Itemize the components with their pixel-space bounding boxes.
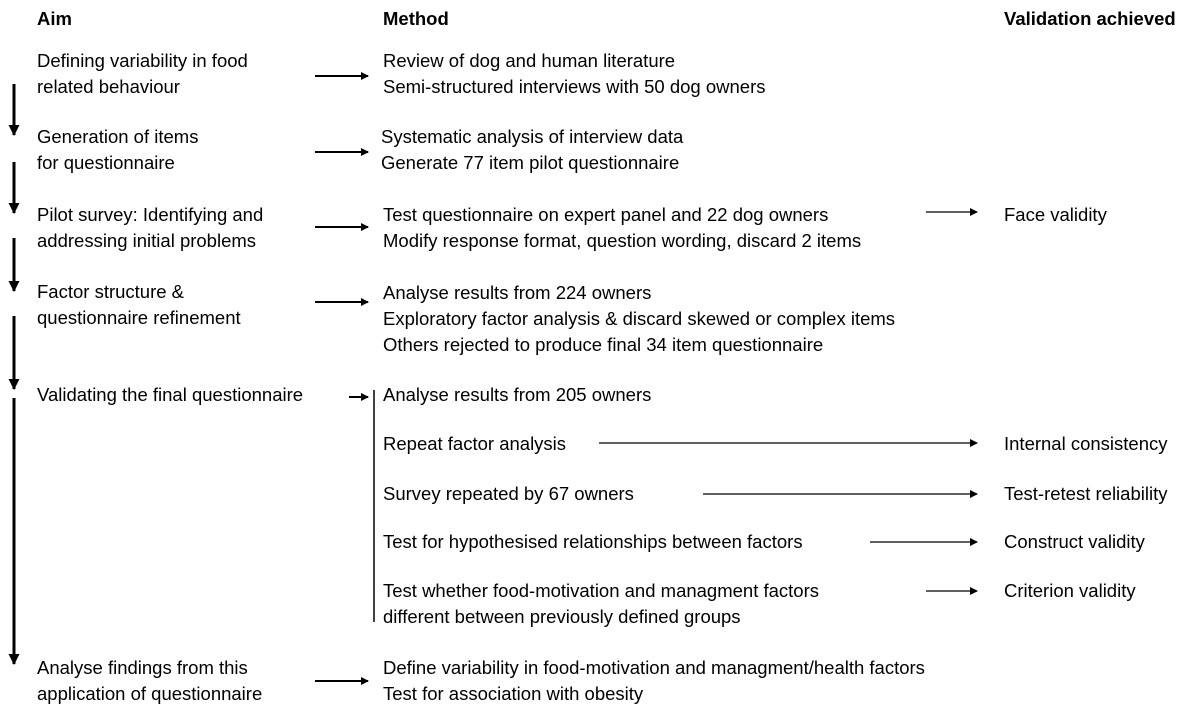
- aim-text: addressing initial problems: [37, 230, 257, 251]
- aim-text: Analyse findings from this: [37, 657, 248, 678]
- method-text: Modify response format, question wording, discard 2 items: [383, 230, 862, 251]
- method-stage-5: Analyse results from 205 owners: [383, 384, 652, 405]
- method-text: Exploratory factor analysis & discard skewed or complex items: [383, 308, 896, 329]
- aim-text: for questionnaire: [37, 152, 175, 173]
- aim-text: questionnaire refinement: [37, 307, 241, 328]
- method-column-header: Method: [383, 8, 449, 29]
- method-text: different between previously defined groups: [383, 606, 741, 627]
- aim-stage-5: Validating the final questionnaire: [37, 384, 304, 405]
- validation-column-header: Validation achieved: [1004, 8, 1176, 29]
- validation-step-result: Test-retest reliability: [1004, 483, 1168, 504]
- validation-step-result: Internal consistency: [1004, 433, 1168, 454]
- aim-text: Defining variability in food: [37, 50, 248, 71]
- aim-text: related behaviour: [37, 76, 180, 97]
- face-validity-label: Face validity: [1004, 204, 1107, 225]
- aim-text: application of questionnaire: [37, 683, 263, 704]
- aim-text: Pilot survey: Identifying and: [37, 204, 264, 225]
- validation-step-result: Criterion validity: [1004, 580, 1136, 601]
- method-text: Test questionnaire on expert panel and 22 dog owners: [383, 204, 829, 225]
- method-text: Define variability in food-motivation and managment/health factors: [383, 657, 925, 678]
- validation-step-method: Repeat factor analysis: [383, 433, 567, 454]
- method-text: Semi-structured interviews with 50 dog owners: [383, 76, 766, 97]
- validation-step-method: Survey repeated by 67 owners: [383, 483, 634, 504]
- method-text: Others rejected to produce final 34 item questionnaire: [383, 334, 824, 355]
- validation-step-result: Construct validity: [1004, 531, 1145, 552]
- method-text: Test whether food-motivation and managment factors: [383, 580, 820, 601]
- aim-text: Factor structure &: [37, 281, 185, 302]
- aim-text: Generation of items: [37, 126, 199, 147]
- method-text: Analyse results from 224 owners: [383, 282, 652, 303]
- method-text: Systematic analysis of interview data: [381, 126, 684, 147]
- aim-column-header: Aim: [37, 8, 72, 29]
- validation-step-method: Test for hypothesised relationships between factors: [383, 531, 803, 552]
- method-text: Generate 77 item pilot questionnaire: [381, 152, 680, 173]
- method-text: Test for association with obesity: [383, 683, 644, 704]
- method-text: Review of dog and human literature: [383, 50, 676, 71]
